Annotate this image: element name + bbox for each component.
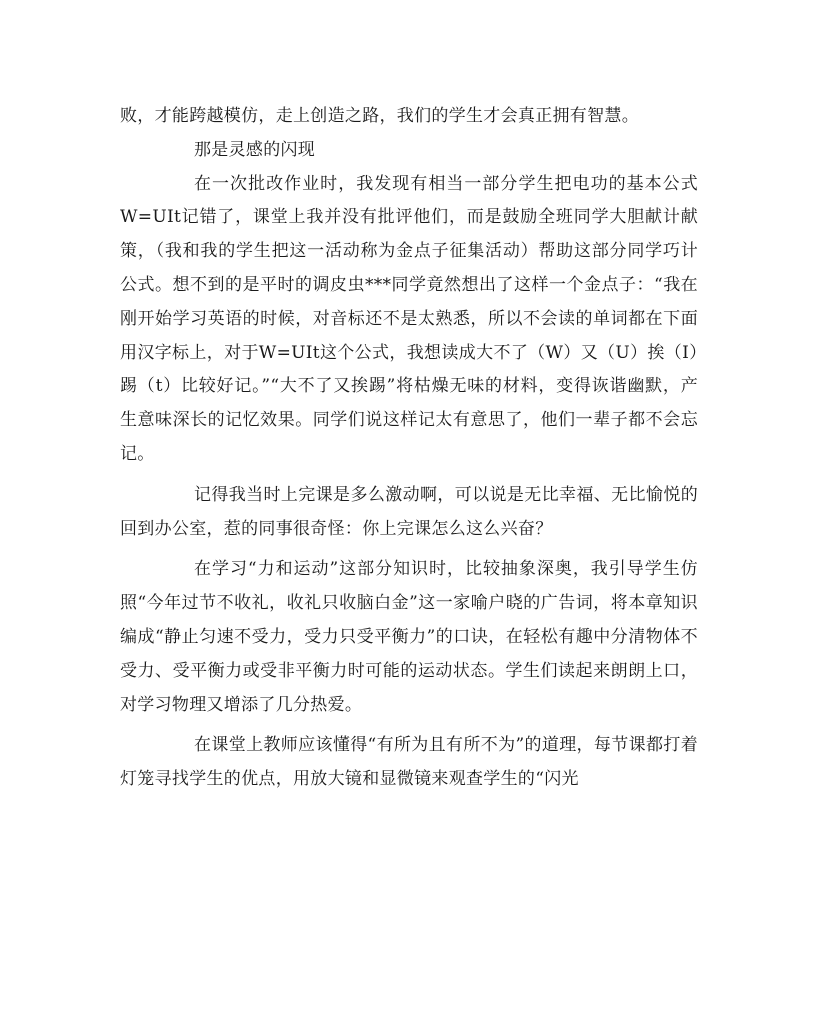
paragraph-classroom: 在课堂上教师应该懂得“有所为且有所不为”的道理，每节课都打着灯笼寻找学生的优点，用放大镜和显微镜来观查学生的“闪光 <box>120 735 698 790</box>
paragraph-force-motion: 在学习“力和运动”这部分知识时，比较抽象深奥，我引导学生仿照“今年过节不收礼，收礼只收脑白金”这一家喻户晓的广告词，将本章知识编成“静止匀速不受力，受力只受平衡力”的口诀，在轻松有趣中分清物体不受力、受平衡力或受非平衡力时可能的运动状态。学生们读起来朗朗上口，对学习物理又增添了几分热爱。 <box>120 559 698 715</box>
section-heading: 那是灵感的闪现 <box>194 139 316 160</box>
paragraph-continuation: 败，才能跨越模仿，走上创造之路，我们的学生才会真正拥有智慧。 <box>120 106 639 126</box>
paragraph-excitement: 记得我当时上完课是多么激动啊，可以说是无比幸福、无比愉悦的回到办公室，惹的同事很奇怪：你上完课怎么这么兴奋？ <box>120 484 698 539</box>
document-page <box>120 100 698 797</box>
paragraph-formula-story: 在一次批改作业时，我发现有相当一部分学生把电功的基本公式W=UIt记错了，课堂上我并没有批评他们，而是鼓励全班同学大胆献计献策，（我和我的学生把这一活动称为金点子征集活动）帮助这部分同学巧计公式。想不到的是平时的调皮虫***同学竟然想出了这样一个金点子：“我在刚开始学习英语的时候，对音标还不是太熟悉，所以不会读的单词都在下面用汉字标上，对于W=UIt这个公式，我想读成大不了（W）又（U）挨（I）踢（t）比较好记。”“大不了又挨踢”将枯燥无味的材料，变得诙谐幽默，产生意味深长的记忆效果。同学们说这样记太有意思了，他们一辈子都不会忘记。 <box>120 173 698 464</box>
